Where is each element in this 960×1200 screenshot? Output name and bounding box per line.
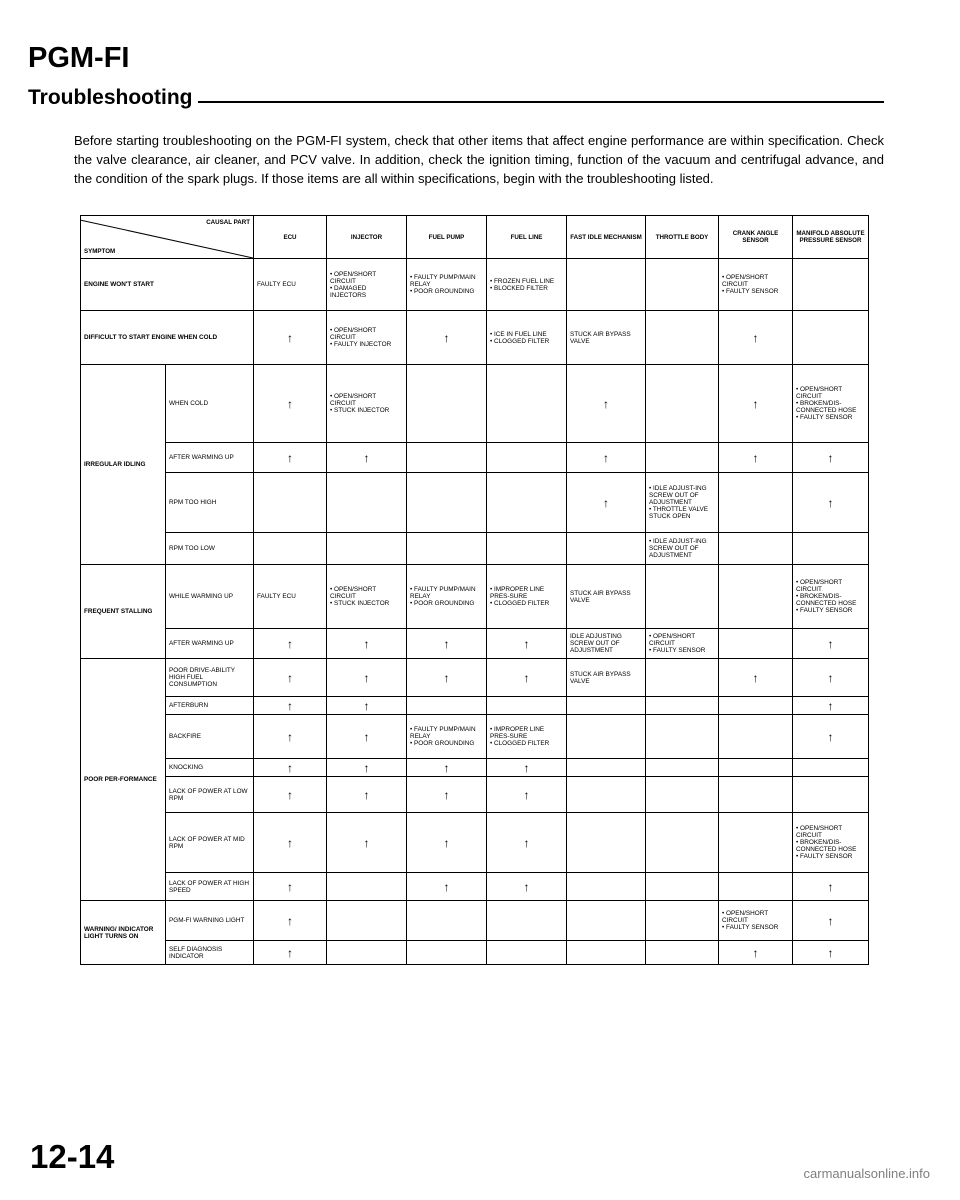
- cause-cell: [793, 365, 869, 443]
- up-arrow-icon: ↑: [603, 495, 609, 510]
- cause-line: • STUCK INJECTOR: [330, 407, 390, 414]
- up-arrow-icon: ↑: [603, 450, 609, 465]
- empty-cell: [487, 443, 567, 473]
- up-arrow-icon: ↑: [603, 396, 609, 411]
- same-as-above-cell: [719, 941, 793, 965]
- empty-cell: [793, 777, 869, 813]
- table-row: [81, 901, 869, 941]
- up-arrow-icon: ↑: [363, 787, 370, 802]
- empty-cell: [793, 311, 869, 365]
- empty-cell: [719, 777, 793, 813]
- same-as-above-cell: [487, 759, 567, 777]
- empty-cell: [793, 759, 869, 777]
- same-as-above-cell: [327, 759, 407, 777]
- same-as-above-cell: [793, 659, 869, 697]
- sub-symptom-cell: PGM-FI WARNING LIGHT: [166, 901, 254, 941]
- empty-cell: [567, 715, 646, 759]
- cause-line: • IMPROPER LINE PRES-SURE: [490, 586, 545, 600]
- cause-cell: [719, 901, 793, 941]
- cause-line: • BLOCKED FILTER: [490, 284, 548, 292]
- section-title: Troubleshooting: [28, 86, 198, 110]
- same-as-above-cell: [254, 311, 327, 365]
- same-as-above-cell: [719, 443, 793, 473]
- empty-cell: [254, 473, 327, 533]
- cause-line: • FAULTY SENSOR: [796, 414, 853, 421]
- up-arrow-icon: ↑: [287, 835, 293, 850]
- same-as-above-cell: [793, 473, 869, 533]
- cause-line: • POOR GROUNDING: [410, 288, 475, 295]
- cause-line: STUCK AIR BYPASS VALVE: [570, 589, 631, 604]
- column-header-map-sensor: MANIFOLD ABSOLUTE PRESSURE SENSOR: [793, 216, 869, 259]
- cause-line: • FAULTY PUMP/MAIN RELAY: [410, 726, 476, 740]
- cause-line: STUCK AIR BYPASS VALVE: [570, 670, 631, 685]
- same-as-above-cell: [407, 873, 487, 901]
- up-arrow-icon: ↑: [752, 396, 759, 411]
- sub-symptom-cell: KNOCKING: [166, 759, 254, 777]
- cause-cell: [327, 259, 407, 311]
- same-as-above-cell: [793, 697, 869, 715]
- empty-cell: [487, 941, 567, 965]
- empty-cell: [407, 443, 487, 473]
- same-as-above-cell: [407, 629, 487, 659]
- cause-line: • FAULTY PUMP/MAIN RELAY: [410, 274, 476, 288]
- empty-cell: [646, 813, 719, 873]
- table-row: [81, 259, 869, 311]
- up-arrow-icon: ↑: [443, 835, 450, 850]
- same-as-above-cell: [487, 659, 567, 697]
- table-row: [81, 565, 869, 629]
- empty-cell: [487, 901, 567, 941]
- table-row: [81, 777, 869, 813]
- same-as-above-cell: [254, 697, 327, 715]
- cause-cell: [407, 715, 487, 759]
- intro-paragraph: Before starting troubleshooting on the PGM-FI system, check that other items that affect engine performance are within specification. Check the valve clearance, air cleaner, and PCV valve. In addition, check the ignition timing, function of the vacuum and centrifugal advance, and the condition of the spark plugs. If those items are all within specifications, begin with the troubleshooting listed.: [74, 133, 884, 186]
- corner-cell: [81, 216, 254, 259]
- page-number: 12-14: [30, 1138, 115, 1175]
- empty-cell: [719, 473, 793, 533]
- empty-cell: [487, 473, 567, 533]
- cause-cell: [254, 565, 327, 629]
- cause-cell: [719, 259, 793, 311]
- cause-line: • BROKEN/DIS-CONNECTED HOSE: [796, 400, 857, 414]
- empty-cell: [646, 259, 719, 311]
- cause-line: • OPEN/SHORT CIRCUIT: [330, 327, 377, 341]
- symptom-cell: DIFFICULT TO START ENGINE WHEN COLD: [81, 311, 254, 365]
- up-arrow-icon: ↑: [443, 879, 450, 894]
- same-as-above-cell: [567, 443, 646, 473]
- sub-symptom-cell: AFTER WARMING UP: [166, 443, 254, 473]
- symptom-cell: IRREGULAR IDLING: [81, 365, 166, 565]
- cause-line: • CLOGGED FILTER: [490, 740, 550, 747]
- same-as-above-cell: [327, 777, 407, 813]
- cause-line: • OPEN/SHORT CIRCUIT: [330, 586, 377, 600]
- empty-cell: [567, 813, 646, 873]
- empty-cell: [646, 311, 719, 365]
- cause-line: • FAULTY INJECTOR: [330, 341, 392, 348]
- column-header-fast-idle-mechanism: FAST IDLE MECHANISM: [567, 216, 646, 259]
- empty-cell: [646, 697, 719, 715]
- same-as-above-cell: [254, 365, 327, 443]
- same-as-above-cell: [487, 629, 567, 659]
- up-arrow-icon: ↑: [827, 913, 834, 928]
- same-as-above-cell: [719, 365, 793, 443]
- up-arrow-icon: ↑: [752, 670, 759, 685]
- empty-cell: [646, 941, 719, 965]
- cause-line: • IDLE ADJUST-ING SCREW OUT OF ADJUSTMENT: [649, 538, 707, 559]
- up-arrow-icon: ↑: [363, 670, 370, 685]
- cause-line: • ICE IN FUEL LINE: [490, 330, 547, 338]
- cause-cell: [793, 813, 869, 873]
- same-as-above-cell: [254, 443, 327, 473]
- empty-cell: [487, 533, 567, 565]
- up-arrow-icon: ↑: [363, 760, 370, 775]
- same-as-above-cell: [407, 659, 487, 697]
- empty-cell: [646, 901, 719, 941]
- cause-cell: [793, 565, 869, 629]
- symptom-cell: ENGINE WON'T START: [81, 259, 254, 311]
- cause-line: • IDLE ADJUST-ING SCREW OUT OF ADJUSTMENT: [649, 485, 707, 506]
- empty-cell: [719, 565, 793, 629]
- same-as-above-cell: [407, 311, 487, 365]
- sub-symptom-cell: LACK OF POWER AT MID RPM: [166, 813, 254, 873]
- up-arrow-icon: ↑: [287, 636, 293, 651]
- column-header-fuel-pump: FUEL PUMP: [407, 216, 487, 259]
- cause-line: FAULTY ECU: [257, 593, 296, 600]
- up-arrow-icon: ↑: [287, 670, 293, 685]
- cause-cell: [327, 311, 407, 365]
- empty-cell: [407, 533, 487, 565]
- cause-cell: [487, 565, 567, 629]
- cause-cell: [567, 659, 646, 697]
- up-arrow-icon: ↑: [287, 729, 293, 744]
- empty-cell: [567, 901, 646, 941]
- same-as-above-cell: [407, 759, 487, 777]
- same-as-above-cell: [793, 873, 869, 901]
- cause-cell: [646, 629, 719, 659]
- empty-cell: [646, 443, 719, 473]
- same-as-above-cell: [567, 365, 646, 443]
- same-as-above-cell: [254, 659, 327, 697]
- same-as-above-cell: [793, 443, 869, 473]
- cause-cell: [567, 565, 646, 629]
- sub-symptom-cell: BACKFIRE: [166, 715, 254, 759]
- same-as-above-cell: [407, 777, 487, 813]
- same-as-above-cell: [254, 629, 327, 659]
- empty-cell: [793, 259, 869, 311]
- cause-line: • FAULTY PUMP/MAIN RELAY: [410, 586, 476, 600]
- up-arrow-icon: ↑: [363, 450, 370, 465]
- empty-cell: [719, 533, 793, 565]
- table-body: [81, 259, 869, 965]
- same-as-above-cell: [327, 697, 407, 715]
- up-arrow-icon: ↑: [287, 396, 293, 411]
- empty-cell: [719, 629, 793, 659]
- same-as-above-cell: [793, 715, 869, 759]
- table-row: [81, 365, 869, 443]
- cause-cell: [407, 259, 487, 311]
- up-arrow-icon: ↑: [443, 330, 450, 345]
- same-as-above-cell: [254, 941, 327, 965]
- cause-line: • CLOGGED FILTER: [490, 337, 550, 345]
- sub-symptom-cell: AFTERBURN: [166, 697, 254, 715]
- empty-cell: [567, 759, 646, 777]
- empty-cell: [646, 873, 719, 901]
- symptom-cell: FREQUENT STALLING: [81, 565, 166, 659]
- cause-cell: [487, 715, 567, 759]
- up-arrow-icon: ↑: [827, 495, 834, 510]
- empty-cell: [646, 759, 719, 777]
- same-as-above-cell: [793, 901, 869, 941]
- same-as-above-cell: [793, 941, 869, 965]
- up-arrow-icon: ↑: [827, 450, 834, 465]
- cause-line: • FAULTY SENSOR: [722, 288, 779, 295]
- empty-cell: [407, 901, 487, 941]
- up-arrow-icon: ↑: [523, 835, 530, 850]
- column-header-injector: INJECTOR: [327, 216, 407, 259]
- cause-cell: [646, 473, 719, 533]
- same-as-above-cell: [487, 813, 567, 873]
- up-arrow-icon: ↑: [287, 879, 293, 894]
- table-row: [81, 873, 869, 901]
- cause-line: • POOR GROUNDING: [410, 600, 475, 607]
- cause-line: • THROTTLE VALVE STUCK OPEN: [649, 506, 709, 520]
- up-arrow-icon: ↑: [287, 787, 293, 802]
- sub-symptom-cell: LACK OF POWER AT HIGH SPEED: [166, 873, 254, 901]
- empty-cell: [567, 259, 646, 311]
- same-as-above-cell: [254, 715, 327, 759]
- same-as-above-cell: [719, 311, 793, 365]
- empty-cell: [719, 873, 793, 901]
- corner-label-causal-part: CAUSAL PART: [206, 219, 250, 226]
- column-header-fuel-line: FUEL LINE: [487, 216, 567, 259]
- up-arrow-icon: ↑: [363, 698, 370, 713]
- up-arrow-icon: ↑: [287, 760, 293, 775]
- same-as-above-cell: [487, 777, 567, 813]
- same-as-above-cell: [327, 629, 407, 659]
- cause-line: • BROKEN/DIS-CONNECTED HOSE: [796, 593, 857, 607]
- table-row: [81, 473, 869, 533]
- table-row: [81, 697, 869, 715]
- cause-line: STUCK AIR BYPASS VALVE: [570, 330, 631, 345]
- up-arrow-icon: ↑: [752, 330, 759, 345]
- empty-cell: [719, 697, 793, 715]
- cause-cell: [646, 533, 719, 565]
- empty-cell: [327, 533, 407, 565]
- empty-cell: [407, 697, 487, 715]
- cause-line: • OPEN/SHORT CIRCUIT: [330, 270, 377, 285]
- cause-line: • FROZEN FUEL LINE: [490, 277, 555, 285]
- cause-line: FAULTY ECU: [257, 281, 296, 288]
- empty-cell: [407, 941, 487, 965]
- up-arrow-icon: ↑: [827, 636, 834, 651]
- empty-cell: [567, 533, 646, 565]
- table-row: [81, 629, 869, 659]
- up-arrow-icon: ↑: [287, 945, 293, 960]
- cause-line: • OPEN/SHORT CIRCUIT: [796, 579, 843, 593]
- up-arrow-icon: ↑: [443, 787, 450, 802]
- same-as-above-cell: [254, 873, 327, 901]
- empty-cell: [407, 365, 487, 443]
- same-as-above-cell: [487, 873, 567, 901]
- table-row: [81, 715, 869, 759]
- table-row: [81, 659, 869, 697]
- empty-cell: [719, 759, 793, 777]
- sub-symptom-cell: RPM TOO HIGH: [166, 473, 254, 533]
- cause-line: • FAULTY SENSOR: [722, 924, 779, 931]
- up-arrow-icon: ↑: [443, 636, 450, 651]
- up-arrow-icon: ↑: [287, 330, 293, 345]
- page-title: PGM-FI: [28, 42, 130, 74]
- up-arrow-icon: ↑: [363, 636, 370, 651]
- empty-cell: [567, 777, 646, 813]
- up-arrow-icon: ↑: [752, 450, 759, 465]
- cause-cell: [407, 565, 487, 629]
- table-row: [81, 759, 869, 777]
- header-row: [81, 216, 869, 259]
- up-arrow-icon: ↑: [363, 835, 370, 850]
- up-arrow-icon: ↑: [523, 879, 530, 894]
- empty-cell: [567, 697, 646, 715]
- same-as-above-cell: [254, 901, 327, 941]
- empty-cell: [719, 715, 793, 759]
- cause-cell: [487, 259, 567, 311]
- same-as-above-cell: [327, 813, 407, 873]
- cause-line: • OPEN/SHORT CIRCUIT: [722, 910, 769, 924]
- symptom-cell: POOR PER-FORMANCE: [81, 659, 166, 901]
- empty-cell: [646, 715, 719, 759]
- empty-cell: [567, 873, 646, 901]
- up-arrow-icon: ↑: [287, 698, 293, 713]
- same-as-above-cell: [327, 715, 407, 759]
- cause-line: • CLOGGED FILTER: [490, 600, 550, 607]
- up-arrow-icon: ↑: [523, 636, 530, 651]
- column-header-crank-angle-sensor: CRANK ANGLE SENSOR: [719, 216, 793, 259]
- cause-line: • OPEN/SHORT CIRCUIT: [796, 825, 843, 839]
- watermark: carmanualsonline.info: [803, 1166, 930, 1181]
- same-as-above-cell: [254, 777, 327, 813]
- same-as-above-cell: [254, 759, 327, 777]
- column-header-ecu: ECU: [254, 216, 327, 259]
- table-row: [81, 533, 869, 565]
- section-header: [28, 84, 884, 116]
- sub-symptom-cell: SELF DIAGNOSIS INDICATOR: [166, 941, 254, 965]
- empty-cell: [327, 941, 407, 965]
- up-arrow-icon: ↑: [523, 760, 530, 775]
- cause-line: • STUCK INJECTOR: [330, 600, 390, 607]
- cause-cell: [567, 629, 646, 659]
- sub-symptom-cell: RPM TOO LOW: [166, 533, 254, 565]
- empty-cell: [487, 365, 567, 443]
- empty-cell: [793, 533, 869, 565]
- same-as-above-cell: [567, 473, 646, 533]
- empty-cell: [646, 565, 719, 629]
- empty-cell: [327, 473, 407, 533]
- cause-line: • FAULTY SENSOR: [796, 853, 853, 860]
- sub-symptom-cell: POOR DRIVE-ABILITY HIGH FUEL CONSUMPTION: [166, 659, 254, 697]
- up-arrow-icon: ↑: [523, 670, 530, 685]
- table-row: [81, 813, 869, 873]
- table-row: [81, 443, 869, 473]
- same-as-above-cell: [254, 813, 327, 873]
- empty-cell: [327, 873, 407, 901]
- up-arrow-icon: ↑: [443, 670, 450, 685]
- sub-symptom-cell: WHILE WARMING UP: [166, 565, 254, 629]
- table-row: [81, 311, 869, 365]
- empty-cell: [254, 533, 327, 565]
- cause-line: • DAMAGED INJECTORS: [330, 284, 367, 299]
- empty-cell: [646, 777, 719, 813]
- empty-cell: [719, 813, 793, 873]
- column-header-throttle-body: THROTTLE BODY: [646, 216, 719, 259]
- same-as-above-cell: [407, 813, 487, 873]
- empty-cell: [487, 697, 567, 715]
- cause-cell: [487, 311, 567, 365]
- cause-line: • BROKEN/DIS-CONNECTED HOSE: [796, 839, 857, 853]
- sub-symptom-cell: LACK OF POWER AT LOW RPM: [166, 777, 254, 813]
- up-arrow-icon: ↑: [443, 760, 450, 775]
- corner-label-symptom: SYMPTOM: [84, 248, 116, 255]
- up-arrow-icon: ↑: [827, 670, 834, 685]
- cause-cell: [567, 311, 646, 365]
- troubleshooting-table: [80, 215, 869, 965]
- sub-symptom-cell: AFTER WARMING UP: [166, 629, 254, 659]
- up-arrow-icon: ↑: [827, 729, 834, 744]
- same-as-above-cell: [327, 443, 407, 473]
- up-arrow-icon: ↑: [523, 787, 530, 802]
- cause-line: • OPEN/SHORT CIRCUIT: [722, 274, 769, 288]
- cause-line: • OPEN/SHORT CIRCUIT: [649, 633, 696, 647]
- cause-line: • OPEN/SHORT CIRCUIT: [330, 393, 377, 407]
- empty-cell: [646, 659, 719, 697]
- up-arrow-icon: ↑: [752, 945, 759, 960]
- up-arrow-icon: ↑: [287, 913, 293, 928]
- up-arrow-icon: ↑: [827, 945, 834, 960]
- empty-cell: [567, 941, 646, 965]
- cause-line: • OPEN/SHORT CIRCUIT: [796, 386, 843, 400]
- cause-line: • FAULTY SENSOR: [796, 607, 853, 614]
- sub-symptom-cell: WHEN COLD: [166, 365, 254, 443]
- empty-cell: [407, 473, 487, 533]
- cause-line: IDLE ADJUSTING SCREW OUT OF ADJUSTMENT: [570, 633, 622, 654]
- same-as-above-cell: [793, 629, 869, 659]
- cause-line: • POOR GROUNDING: [410, 740, 475, 747]
- up-arrow-icon: ↑: [827, 879, 834, 894]
- same-as-above-cell: [719, 659, 793, 697]
- table-row: [81, 941, 869, 965]
- up-arrow-icon: ↑: [827, 698, 834, 713]
- cause-line: • IMPROPER LINE PRES-SURE: [490, 726, 545, 740]
- cause-cell: [327, 365, 407, 443]
- up-arrow-icon: ↑: [287, 450, 293, 465]
- cause-line: • FAULTY SENSOR: [649, 647, 706, 654]
- cause-cell: [254, 259, 327, 311]
- symptom-cell: WARNING/ INDICATOR LIGHT TURNS ON: [81, 901, 166, 965]
- up-arrow-icon: ↑: [363, 729, 370, 744]
- empty-cell: [327, 901, 407, 941]
- cause-cell: [327, 565, 407, 629]
- empty-cell: [646, 365, 719, 443]
- same-as-above-cell: [327, 659, 407, 697]
